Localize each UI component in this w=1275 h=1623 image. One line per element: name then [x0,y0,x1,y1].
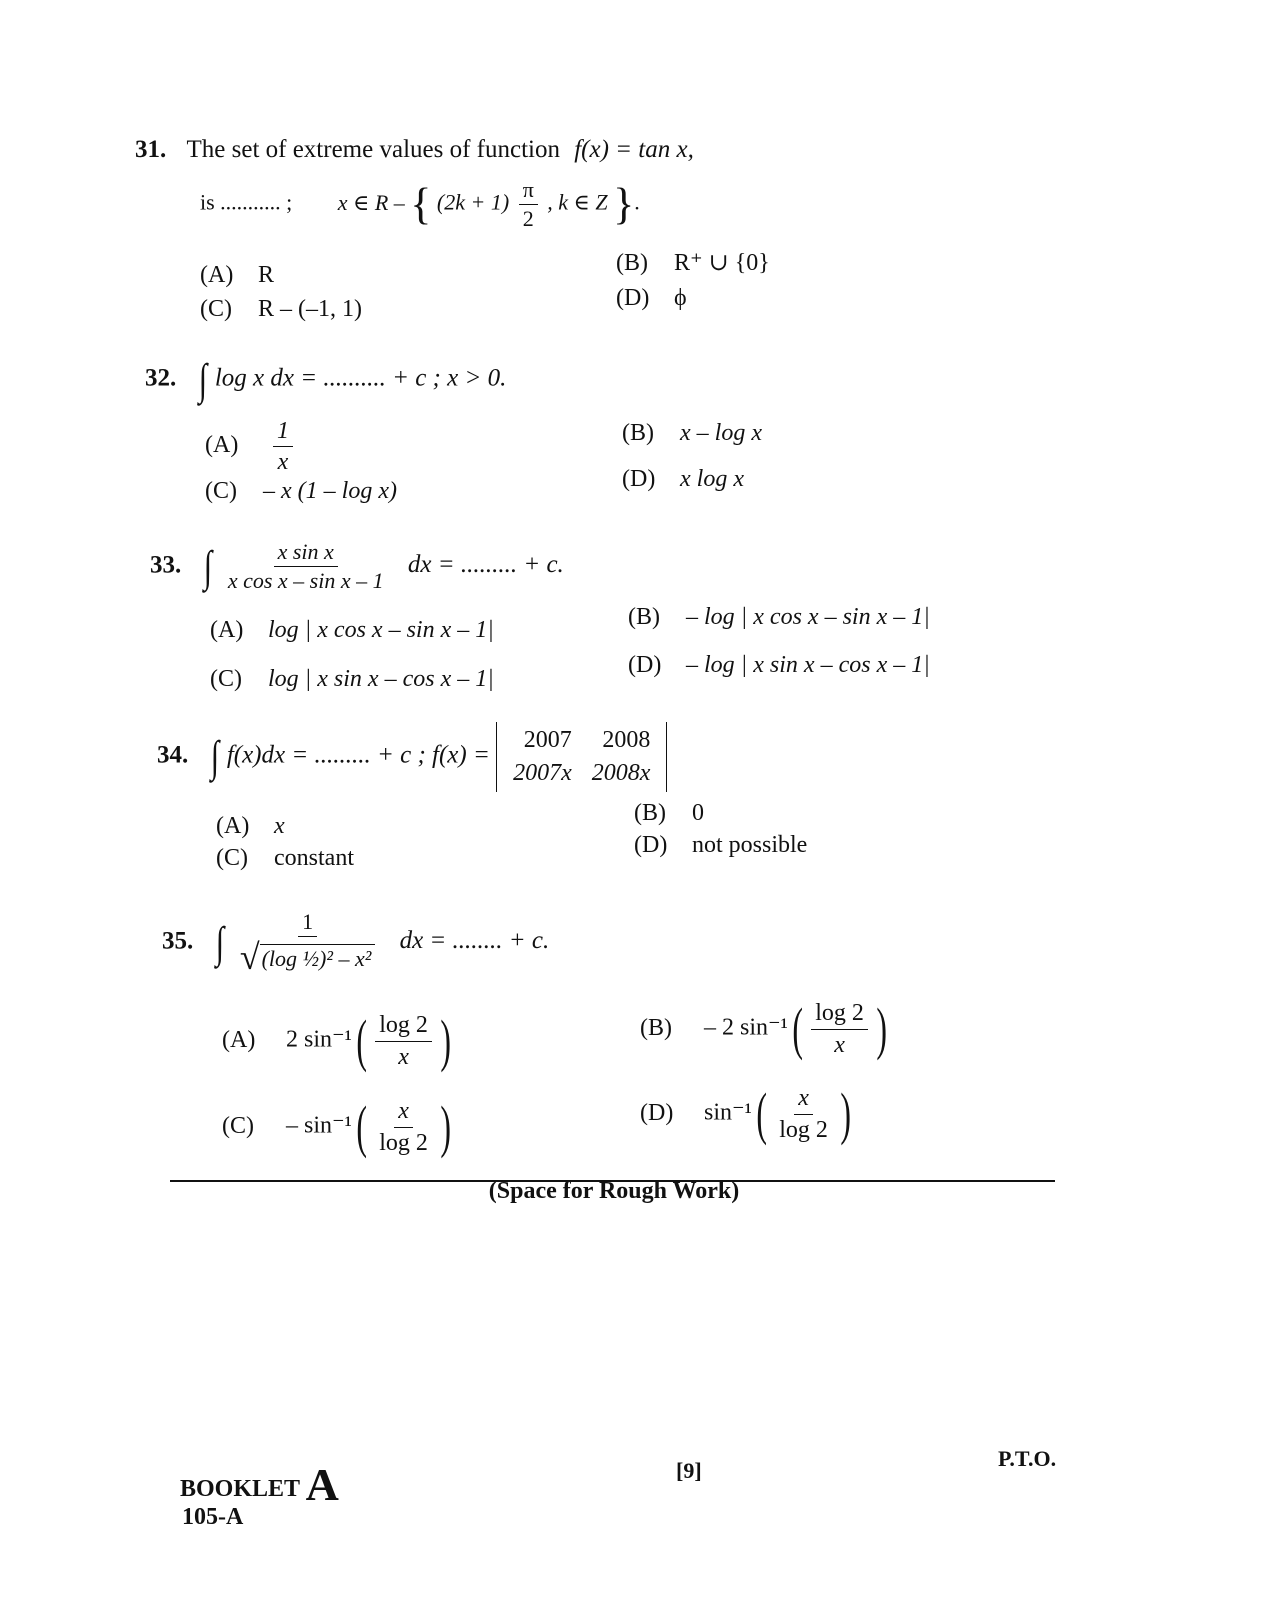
option-label: (B) [628,604,660,630]
fraction-numerator: log 2 [811,1000,868,1029]
integral-sign-icon: ∫ [210,731,219,781]
option-a[interactable] [200,262,274,289]
option-c[interactable] [222,1094,455,1159]
option-text: ϕ [674,285,687,311]
question-math: log x dx = .......... + c ; x > 0. [214,364,507,392]
question-number: 33. [150,551,182,579]
question-33-stem [150,540,564,593]
option-label: (A) [210,617,244,643]
question-35-stem [162,909,550,978]
domain-expression: x ∈ R – [337,189,405,215]
option-d[interactable] [616,285,687,312]
question-34-stem [157,722,667,792]
option-a[interactable] [210,617,494,644]
question-tail: dx = ......... + c. [407,551,564,579]
fraction-numerator: 1 [273,418,293,447]
option-c[interactable] [216,845,354,872]
integrand-fraction [236,909,380,978]
option-text: R – (–1, 1) [258,296,362,322]
det-cell: 2007x [513,759,572,786]
option-label: (C) [222,1112,254,1139]
option-text: – log | x cos x – sin x – 1| [686,604,930,630]
please-turn-over: P.T.O. [998,1446,1057,1471]
left-paren: ( [792,996,803,1061]
fraction-denominator: x cos x – sin x – 1 [227,568,384,594]
option-text: x – log x [680,420,762,446]
option-fraction [811,1000,868,1058]
option-coefficient: – sin⁻¹ [286,1112,352,1139]
option-text: log | x cos x – sin x – 1| [268,617,494,643]
option-c[interactable] [200,296,362,323]
determinant [496,722,667,792]
option-b[interactable] [640,996,891,1061]
set-expression: (2k + 1) [436,189,510,215]
option-label: (D) [616,285,650,311]
fraction-denominator: x [398,1043,409,1070]
option-label: (B) [616,250,648,276]
fraction-denominator: log 2 [779,1116,828,1143]
option-text: – x (1 – log x) [263,478,397,504]
option-label: (D) [628,652,662,678]
option-d[interactable] [634,832,807,859]
option-label: (C) [210,666,242,692]
option-text: – log | x sin x – cos x – 1| [686,652,930,678]
question-32-stem [145,355,507,404]
option-text: constant [274,845,354,871]
option-text: R [258,262,275,288]
option-label: (A) [205,432,239,459]
option-c[interactable] [205,478,397,505]
option-label: (B) [640,1014,672,1041]
question-number: 31. [135,136,167,163]
option-fraction [375,1098,432,1156]
determinant-matrix [503,724,660,790]
left-brace: { [410,179,432,229]
option-label: (C) [205,478,237,504]
option-label: (C) [200,296,232,322]
pi-over-two-fraction [519,178,538,231]
booklet-code: 105-A [182,1504,244,1530]
integral-sign-icon: ∫ [215,917,224,967]
option-fraction [375,1012,432,1070]
option-coefficient: 2 sin⁻¹ [286,1026,352,1053]
fraction-numerator: log 2 [375,1012,432,1041]
booklet-letter: A [305,1459,339,1510]
option-a[interactable] [216,813,285,840]
fraction-numerator: x [394,1098,413,1127]
page-number: [9] [676,1458,702,1483]
det-cell: 2008x [591,759,651,786]
option-text: 0 [692,800,704,826]
option-text: not possible [692,832,808,858]
option-a[interactable] [205,418,297,476]
question-number: 34. [157,741,189,769]
det-cell: 2008 [602,727,651,753]
option-label: (D) [622,466,656,492]
question-text: The set of extreme values of function [186,136,560,163]
option-b[interactable] [634,800,704,827]
det-cell: 2007 [523,727,572,753]
fraction-denominator-container [236,937,380,978]
set-condition: , k ∈ Z [547,189,608,215]
option-label: (D) [634,832,668,858]
integral-sign-icon: ∫ [198,355,207,404]
option-coefficient: – 2 sin⁻¹ [704,1014,788,1041]
fraction-numerator: x sin x [274,540,338,567]
radical-sign-icon: √ [239,937,260,978]
integrand-fraction [224,540,388,593]
fraction-denominator: x [277,449,289,476]
right-paren: ) [440,1008,451,1073]
option-b[interactable] [628,604,930,631]
option-fraction [775,1085,832,1143]
rough-work-label: (Space for Rough Work) [488,1178,740,1204]
option-label: (B) [622,420,654,446]
option-label: (D) [640,1099,674,1126]
option-a[interactable] [222,1008,455,1073]
right-paren: ) [840,1081,851,1146]
option-d[interactable] [622,466,744,493]
option-label: (C) [216,845,248,871]
question-math: f(x) = tan x, [574,136,694,163]
option-label: (B) [634,800,666,826]
option-b[interactable] [616,248,770,277]
square-root [239,937,376,978]
option-text: log | x sin x – cos x – 1| [268,666,494,692]
integral-sign-icon: ∫ [203,541,212,591]
question-31-stem [135,135,694,165]
fraction-numerator: 1 [298,910,317,937]
left-paren: ( [356,1094,367,1159]
option-text: x log x [680,466,744,492]
fraction-denominator: x [834,1031,845,1058]
booklet-word: BOOKLET [180,1476,300,1502]
right-brace: } [613,179,635,229]
fraction-numerator: π [519,178,538,205]
fraction-numerator: x [794,1085,813,1114]
option-label: (A) [200,262,234,288]
option-label: (A) [222,1026,256,1053]
option-label: (A) [216,813,250,839]
right-paren: ) [440,1094,451,1159]
fraction-denominator: 2 [522,206,534,232]
option-coefficient: sin⁻¹ [704,1099,752,1126]
option-c[interactable] [210,666,494,693]
question-31-line2: is ........... ; x ∈ R – { (2k + 1) $\frac{\pi}{2}$ , k ∈ Z }. [200,177,640,232]
option-d[interactable] [628,652,930,679]
left-paren: ( [756,1081,767,1146]
left-paren: ( [356,1008,367,1073]
right-paren: ) [876,996,887,1061]
option-fraction [273,418,293,476]
question-math: f(x)dx = ......... + c ; f(x) = [226,741,490,769]
question-tail: dx = ........ + c. [399,927,550,955]
option-d[interactable] [640,1081,855,1146]
option-text: R⁺ ∪ {0} [674,250,770,276]
radicand: (log ½)² – x² [260,944,376,971]
option-text: x [274,813,285,839]
question-number: 32. [145,364,177,392]
question-number: 35. [162,927,194,955]
fraction-denominator: log 2 [379,1129,428,1156]
question-is-blank: is ........... ; [200,189,293,215]
option-b[interactable] [622,420,762,447]
